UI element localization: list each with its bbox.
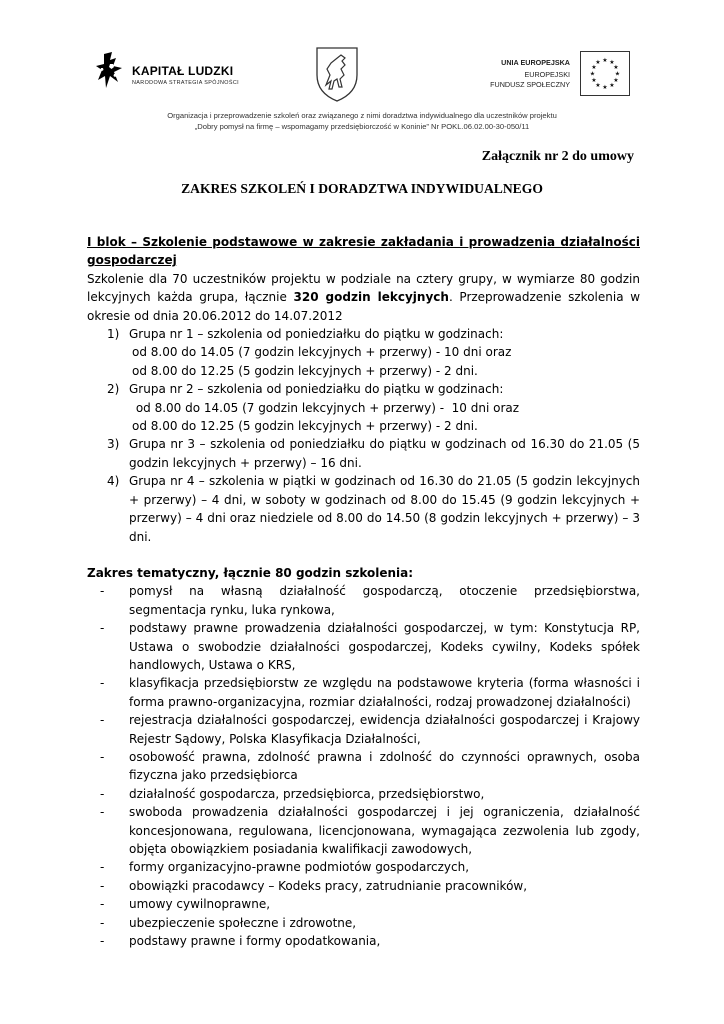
group-schedule-line: od 8.00 do 14.05 (7 godzin lekcyjnych + przerwy) - 10 dni oraz	[132, 400, 520, 415]
dash-bullet: -	[100, 878, 105, 893]
dash-bullet: -	[100, 786, 105, 801]
group-item	[87, 472, 640, 546]
list-item	[87, 785, 640, 803]
annex-label: Załącznik nr 2 do umowy	[481, 149, 634, 164]
svg-text:★: ★	[613, 64, 619, 71]
kapital-ludzki-emblem-icon	[96, 50, 128, 92]
dash-bullet: -	[100, 915, 105, 930]
group-item	[87, 325, 640, 380]
project-info-line-1: Organizacja i przeprowadzenie szkoleń oraz związanego z nimi doradztwa indywidualnego dla uczestników projektu	[167, 111, 557, 120]
svg-text:★: ★	[602, 84, 608, 91]
group-schedule-line: od 8.00 do 12.25 (5 godzin lekcyjnych + przerwy) - 2 dni.	[132, 363, 478, 378]
list-item	[87, 674, 640, 711]
list-item-text: formy organizacyjno-prawne podmiotów gospodarczych,	[129, 860, 470, 875]
group-text: Grupa nr 2 – szkolenia od poniedziałku do piątku w godzinach:	[129, 382, 504, 397]
list-item	[87, 858, 640, 876]
topics-heading: Zakres tematyczny, łącznie 80 godzin szkolenia:	[87, 565, 414, 580]
dash-bullet: -	[100, 934, 105, 949]
block-intro-period: . Przeprowadzenie szkolenia w okresie od dnia 20.06.2012 do 14.07.2012	[87, 290, 641, 323]
svg-text:★: ★	[595, 59, 601, 66]
list-item	[87, 711, 640, 748]
svg-text:★: ★	[591, 64, 597, 71]
block-intro	[87, 270, 640, 325]
svg-text:★: ★	[614, 70, 621, 78]
group-number: 4)	[107, 474, 120, 489]
dash-bullet: -	[100, 897, 105, 912]
dash-bullet: -	[100, 805, 105, 820]
horse-crest-icon	[314, 45, 360, 103]
block-heading-line-2: gospodarczej	[87, 253, 177, 268]
eu-label-union: UNIA EUROPEJSKA	[501, 58, 570, 67]
list-item	[87, 914, 640, 932]
list-item-text: rejestracja działalności gospodarczej, ewidencja działalności gospodarczej i Krajowy Rejestr Sądowy, Polska Klasyfikacja Działalności,	[129, 713, 640, 746]
list-item-text: umowy cywilnoprawne,	[129, 897, 271, 912]
eu-label-fund: FUNDUSZ SPOŁECZNY	[490, 80, 570, 89]
block-heading-line-1: I blok – Szkolenie podstawowe w zakresie zakładania i prowadzenia działalności	[87, 235, 640, 249]
list-item	[87, 619, 640, 674]
regional-crest-logo	[314, 45, 360, 103]
svg-text:★: ★	[613, 77, 619, 84]
block-intro-hours: 320 godzin lekcyjnych	[293, 290, 449, 305]
group-schedule-line: od 8.00 do 14.05 (7 godzin lekcyjnych + przerwy) - 10 dni oraz	[132, 345, 512, 360]
list-item	[87, 932, 640, 950]
list-item-text: pomysł na własną działalność gospodarczą, otoczenie przedsiębiorstwa, segmentacja rynku, luka rynkowa,	[129, 584, 640, 617]
dash-bullet: -	[100, 621, 105, 636]
list-item-text: swoboda prowadzenia działalności gospodarczej i jej ograniczenia, działalność koncesjonowana, regulowana, licencjonowana, wymagająca zezwolenia lub zgody, objęta obowiązkiem posiadania kwalifikacji zawodowych,	[129, 805, 640, 856]
dash-bullet: -	[100, 584, 105, 599]
group-list	[87, 325, 640, 546]
eu-label-european: EUROPEJSKI	[524, 70, 570, 79]
list-item-text: podstawy prawne prowadzenia działalności gospodarczej, w tym: Konstytucja RP, Ustawa o swobodzie działalności gospodarczej, Kodeks cywilny, Kodeks spółek handlowych, Ustawa o KRS,	[129, 621, 640, 672]
group-text: Grupa nr 1 – szkolenia od poniedziałku do piątku w godzinach:	[129, 327, 504, 342]
dash-bullet: -	[100, 676, 105, 691]
block-intro-text: Szkolenie dla 70 uczestników projektu w podziale na cztery grupy, w wymiarze 80 godzin lekcyjnych każda grupa, łącznie	[87, 271, 640, 305]
list-item-text: ubezpieczenie społeczne i zdrowotne,	[129, 915, 357, 930]
topics-list	[87, 582, 640, 950]
project-info-line-2: „Dobry pomysł na firmę – wspomagamy przedsiębiorczość w Koninie” Nr POKL.06.02.00-30-050/11	[194, 122, 530, 131]
eu-flag-icon	[580, 51, 630, 96]
block-heading	[87, 233, 640, 270]
list-item-text: podstawy prawne i formy opodatkowania,	[129, 934, 381, 949]
group-text: Grupa nr 3 – szkolenia od poniedziałku do piątku w godzinach od 16.30 do 21.05 (5 godzin lekcyjnych + przerwy) – 16 dni.	[129, 437, 640, 470]
group-number: 2)	[107, 382, 120, 397]
svg-text:★: ★	[609, 59, 615, 66]
svg-text:★: ★	[595, 82, 601, 89]
dash-bullet: -	[100, 713, 105, 728]
dash-bullet: -	[100, 749, 105, 764]
eu-logo	[470, 51, 630, 97]
group-item	[87, 435, 640, 472]
list-item-text: osobowość prawna, zdolność prawna i zdolność do czynności oprawnych, osoba fizyczna jako przedsiębiorca	[129, 749, 640, 783]
dash-bullet: -	[100, 860, 105, 875]
kapital-ludzki-logo	[96, 50, 256, 94]
list-item	[87, 803, 640, 858]
list-item-text: klasyfikacja przedsiębiorstw ze względu na podstawowe kryteria (forma własności i forma prawno-organizacyjna, rozmiar działalności, rodzaj prowadzonej działalności)	[129, 676, 640, 709]
kapital-ludzki-subtitle: NARODOWA STRATEGIA SPÓJNOŚCI	[132, 80, 240, 86]
list-item	[87, 877, 640, 895]
group-number: 1)	[107, 327, 120, 342]
svg-text:★: ★	[602, 57, 608, 64]
document-body	[87, 233, 640, 950]
list-item-text: działalność gospodarcza, przedsiębiorca, przedsiębiorstwo,	[129, 786, 485, 801]
group-item	[87, 380, 640, 435]
list-item-text: obowiązki pracodawcy – Kodeks pracy, zatrudnianie pracowników,	[129, 878, 528, 893]
kapital-ludzki-title: KAPITAŁ LUDZKI	[132, 64, 234, 78]
group-number: 3)	[107, 437, 120, 452]
svg-text:★: ★	[591, 77, 597, 84]
list-item	[87, 582, 640, 619]
document-title: ZAKRES SZKOLEŃ I DORADZTWA INDYWIDUALNEGO	[181, 181, 543, 196]
group-schedule-line: od 8.00 do 12.25 (5 godzin lekcyjnych + przerwy) - 2 dni.	[132, 419, 478, 434]
list-item	[87, 895, 640, 913]
list-item	[87, 748, 640, 785]
svg-text:★: ★	[609, 82, 615, 89]
group-text: Grupa nr 4 – szkolenia w piątki w godzinach od 16.30 do 21.05 (5 godzin lekcyjnych + przerwy) – 4 dni, w soboty w godzinach od 8.00 do 15.45 (9 godzin lekcyjnych + przerwy) – 4 dni oraz niedziele od 8.00 do 14.50 (8 godzin lekcyjnych + przerwy) – 3 dni.	[129, 474, 640, 544]
svg-text:★: ★	[589, 70, 596, 78]
